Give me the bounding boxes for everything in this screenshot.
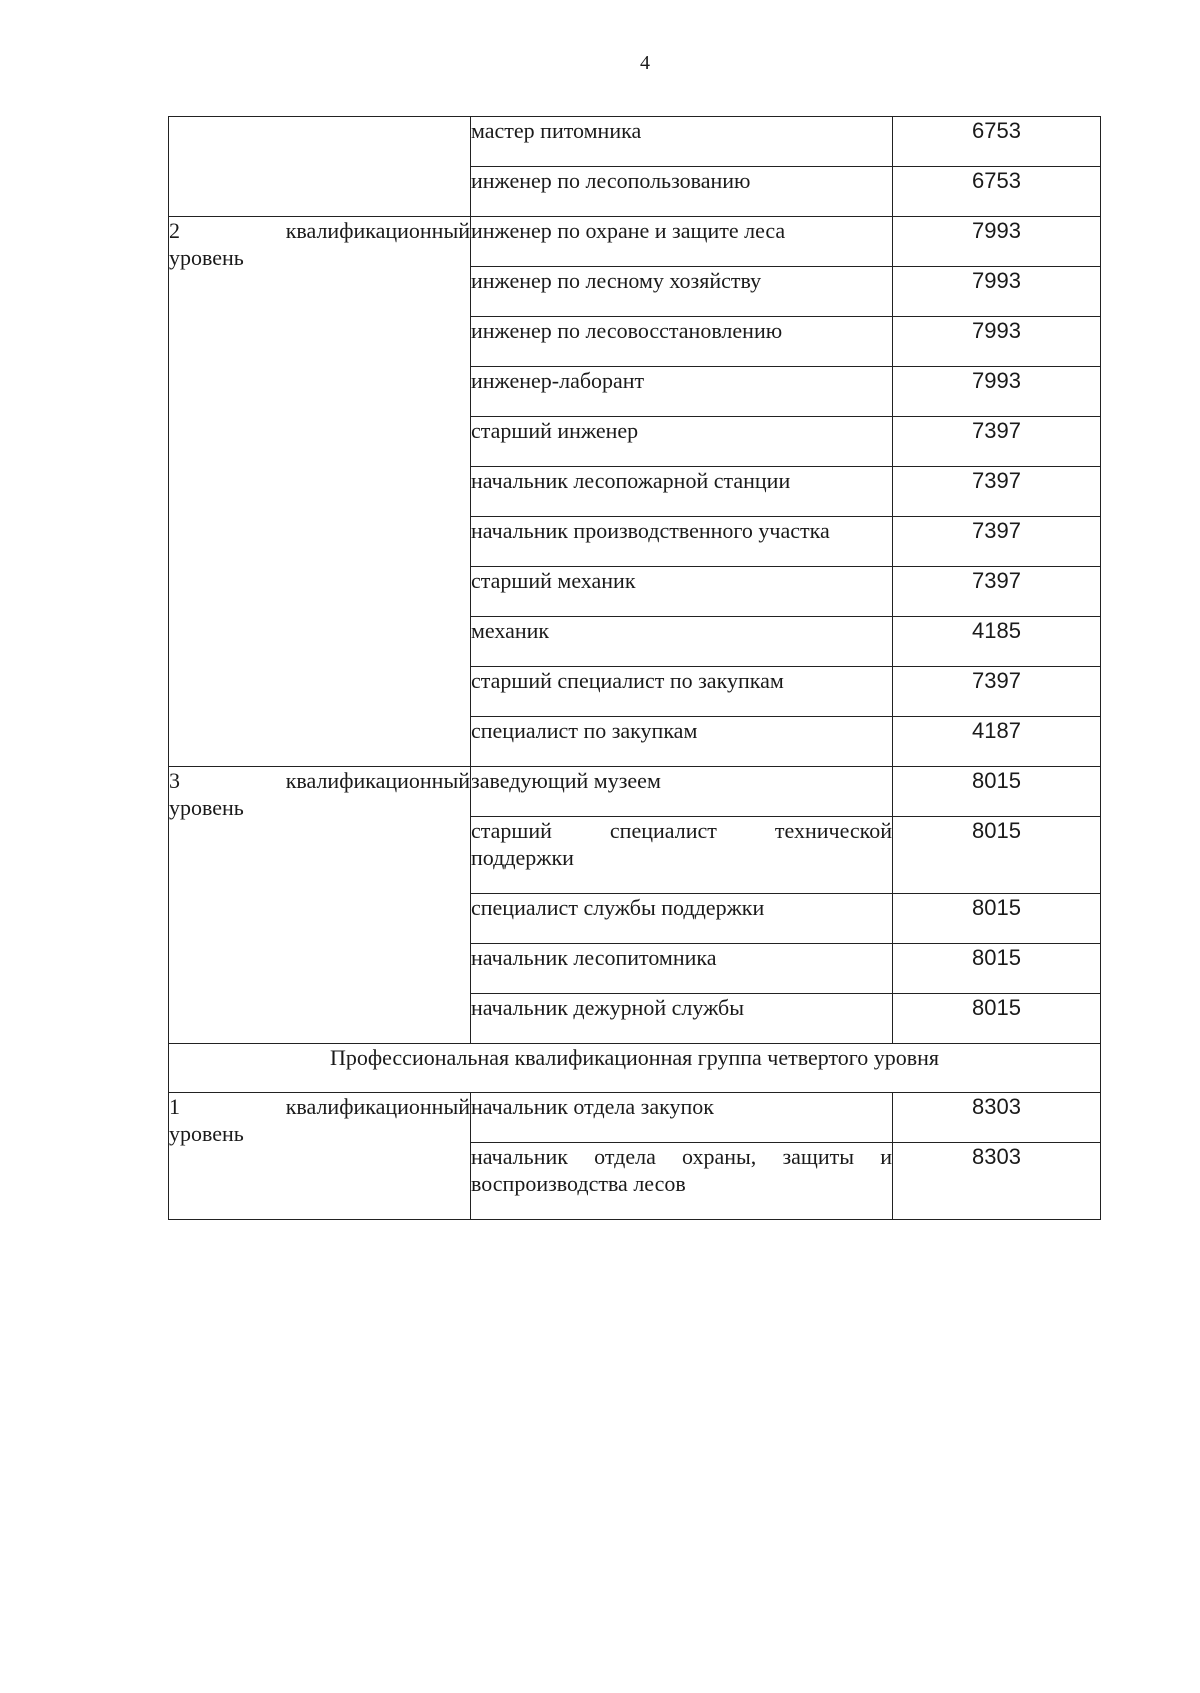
- position-cell: начальник лесопитомника: [471, 944, 893, 994]
- level-word: квалификационный: [285, 218, 470, 243]
- table-row: [169, 217, 1101, 267]
- level-cell: [169, 117, 471, 217]
- salary-cell: 4185: [893, 617, 1101, 667]
- level-number: 3: [169, 768, 180, 793]
- salary-cell: 7993: [893, 367, 1101, 417]
- level-cell: [169, 767, 471, 1044]
- salary-cell: 6753: [893, 167, 1101, 217]
- salary-cell: 8015: [893, 994, 1101, 1044]
- position-cell: начальник лесопожарной станции: [471, 467, 893, 517]
- level-cell: [169, 217, 471, 767]
- salary-cell: 6753: [893, 117, 1101, 167]
- position-cell: инженер по охране и защите леса: [471, 217, 893, 267]
- level-suffix: уровень: [169, 1121, 244, 1146]
- salary-cell: 7993: [893, 267, 1101, 317]
- salary-cell: 4187: [893, 717, 1101, 767]
- position-cell: инженер по лесному хозяйству: [471, 267, 893, 317]
- salary-cell: 8015: [893, 817, 1101, 894]
- position-cell: начальник отдела охраны, защиты и воспроизводства лесов: [471, 1143, 893, 1220]
- position-cell: заведующий музеем: [471, 767, 893, 817]
- position-cell: начальник производственного участка: [471, 517, 893, 567]
- position-cell: старший механик: [471, 567, 893, 617]
- salary-cell: 7993: [893, 217, 1101, 267]
- position-cell: мастер питомника: [471, 117, 893, 167]
- salary-cell: 7397: [893, 467, 1101, 517]
- level-word: квалификационный: [285, 768, 470, 793]
- position-cell: старший специалист по закупкам: [471, 667, 893, 717]
- group-header: Профессиональная квалификационная группа четвертого уровня: [169, 1044, 1101, 1093]
- salary-cell: 7397: [893, 667, 1101, 717]
- group-header-row: [169, 1044, 1101, 1093]
- table-row: [169, 1093, 1101, 1143]
- position-cell: начальник дежурной службы: [471, 994, 893, 1044]
- position-cell: инженер по лесопользованию: [471, 167, 893, 217]
- table-row: [169, 117, 1101, 167]
- position-cell: старший инженер: [471, 417, 893, 467]
- salary-table: [168, 116, 1101, 1220]
- level-number: 1: [169, 1094, 180, 1119]
- position-cell: начальник отдела закупок: [471, 1093, 893, 1143]
- position-cell: старший специалист технической поддержки: [471, 817, 893, 894]
- salary-cell: 8303: [893, 1143, 1101, 1220]
- salary-cell: 8015: [893, 944, 1101, 994]
- level-suffix: уровень: [169, 245, 244, 270]
- position-cell: специалист по закупкам: [471, 717, 893, 767]
- position-cell: инженер по лесовосстановлению: [471, 317, 893, 367]
- table-row: [169, 767, 1101, 817]
- salary-cell: 7397: [893, 417, 1101, 467]
- salary-cell: 7993: [893, 317, 1101, 367]
- salary-cell: 8015: [893, 767, 1101, 817]
- position-cell: механик: [471, 617, 893, 667]
- position-cell: инженер-лаборант: [471, 367, 893, 417]
- level-cell: [169, 1093, 471, 1220]
- level-suffix: уровень: [169, 795, 244, 820]
- salary-cell: 8303: [893, 1093, 1101, 1143]
- level-number: 2: [169, 218, 180, 243]
- salary-cell: 8015: [893, 894, 1101, 944]
- level-word: квалификационный: [285, 1094, 470, 1119]
- position-cell: специалист службы поддержки: [471, 894, 893, 944]
- salary-cell: 7397: [893, 567, 1101, 617]
- page-number: 4: [640, 52, 650, 74]
- salary-cell: 7397: [893, 517, 1101, 567]
